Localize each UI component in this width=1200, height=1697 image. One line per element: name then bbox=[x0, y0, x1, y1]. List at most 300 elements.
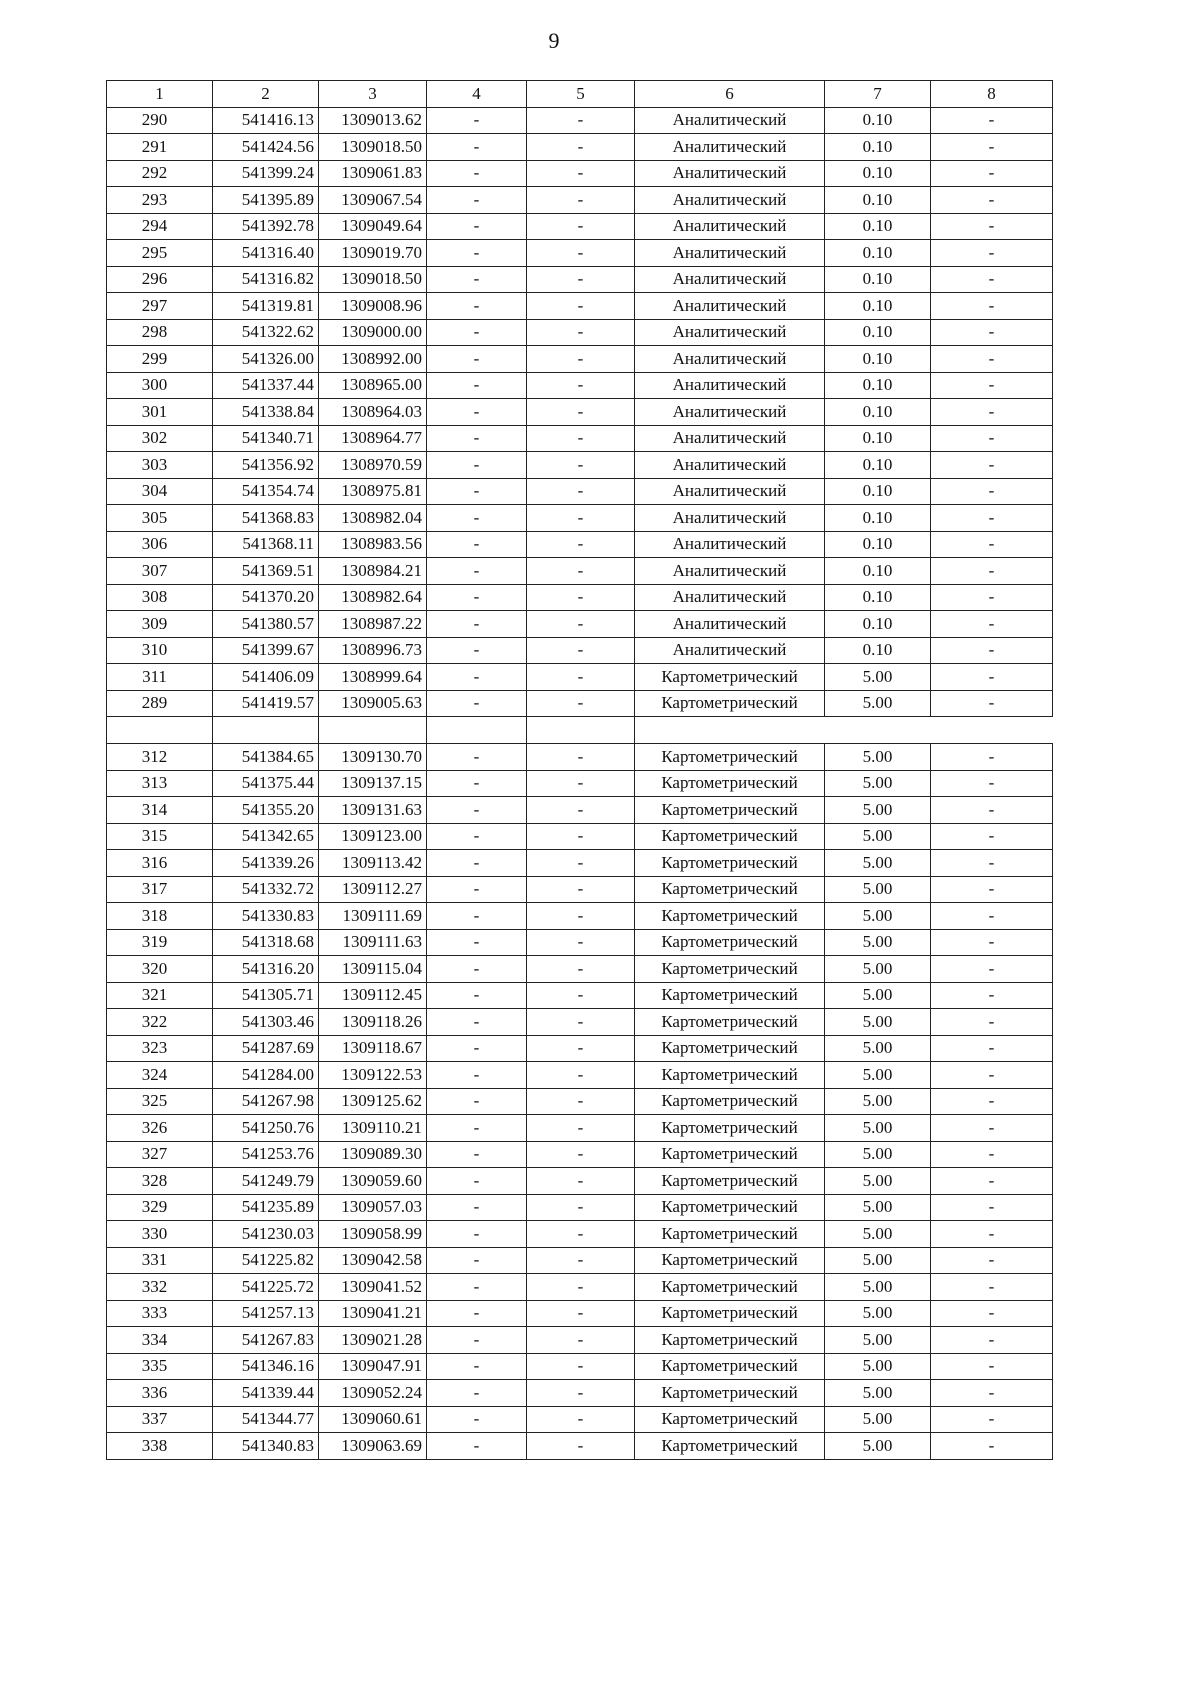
table-row bbox=[107, 1221, 1053, 1248]
col8-cell: - bbox=[931, 584, 1053, 611]
table-row bbox=[107, 956, 1053, 983]
accuracy-cell: 5.00 bbox=[825, 1247, 931, 1274]
col5-cell: - bbox=[527, 425, 635, 452]
method-cell: Картометрический bbox=[635, 956, 825, 983]
col4-cell: - bbox=[427, 1194, 527, 1221]
col8-cell: - bbox=[931, 1009, 1053, 1036]
y-coordinate-cell: 1309130.70 bbox=[319, 744, 427, 771]
col5-cell: - bbox=[527, 1088, 635, 1115]
point-number-cell: 330 bbox=[107, 1221, 213, 1248]
y-coordinate-cell: 1309067.54 bbox=[319, 187, 427, 214]
col4-cell: - bbox=[427, 293, 527, 320]
method-cell: Аналитический bbox=[635, 266, 825, 293]
y-coordinate-cell: 1309137.15 bbox=[319, 770, 427, 797]
empty-cell bbox=[319, 717, 427, 744]
table-row bbox=[107, 213, 1053, 240]
y-coordinate-cell: 1309125.62 bbox=[319, 1088, 427, 1115]
x-coordinate-cell: 541318.68 bbox=[213, 929, 319, 956]
method-cell: Картометрический bbox=[635, 1300, 825, 1327]
col4-cell: - bbox=[427, 213, 527, 240]
accuracy-cell: 0.10 bbox=[825, 293, 931, 320]
point-number-cell: 309 bbox=[107, 611, 213, 638]
x-coordinate-cell: 541354.74 bbox=[213, 478, 319, 505]
method-cell: Картометрический bbox=[635, 797, 825, 824]
accuracy-cell: 0.10 bbox=[825, 611, 931, 638]
point-number-cell: 294 bbox=[107, 213, 213, 240]
table-row bbox=[107, 399, 1053, 426]
method-cell: Аналитический bbox=[635, 611, 825, 638]
col8-cell: - bbox=[931, 770, 1053, 797]
x-coordinate-cell: 541368.83 bbox=[213, 505, 319, 532]
x-coordinate-cell: 541337.44 bbox=[213, 372, 319, 399]
accuracy-cell: 5.00 bbox=[825, 956, 931, 983]
y-coordinate-cell: 1309118.67 bbox=[319, 1035, 427, 1062]
table-body bbox=[107, 81, 1053, 1460]
method-cell: Аналитический bbox=[635, 134, 825, 161]
col5-cell: - bbox=[527, 372, 635, 399]
point-number-cell: 300 bbox=[107, 372, 213, 399]
method-cell: Картометрический bbox=[635, 823, 825, 850]
col4-cell: - bbox=[427, 903, 527, 930]
x-coordinate-cell: 541322.62 bbox=[213, 319, 319, 346]
table-row bbox=[107, 293, 1053, 320]
x-coordinate-cell: 541424.56 bbox=[213, 134, 319, 161]
col8-cell: - bbox=[931, 531, 1053, 558]
col5-cell: - bbox=[527, 637, 635, 664]
col4-cell: - bbox=[427, 1327, 527, 1354]
y-coordinate-cell: 1308987.22 bbox=[319, 611, 427, 638]
col8-cell: - bbox=[931, 637, 1053, 664]
table-row bbox=[107, 876, 1053, 903]
x-coordinate-cell: 541305.71 bbox=[213, 982, 319, 1009]
point-number-cell: 313 bbox=[107, 770, 213, 797]
table-row bbox=[107, 1247, 1053, 1274]
point-number-cell: 338 bbox=[107, 1433, 213, 1460]
col5-cell: - bbox=[527, 770, 635, 797]
y-coordinate-cell: 1308965.00 bbox=[319, 372, 427, 399]
accuracy-cell: 0.10 bbox=[825, 637, 931, 664]
empty-cell bbox=[635, 717, 1053, 744]
accuracy-cell: 5.00 bbox=[825, 1115, 931, 1142]
page-number: 9 bbox=[548, 28, 560, 53]
col5-cell: - bbox=[527, 823, 635, 850]
y-coordinate-cell: 1308992.00 bbox=[319, 346, 427, 373]
table-row bbox=[107, 1115, 1053, 1142]
table-row bbox=[107, 266, 1053, 293]
accuracy-cell: 5.00 bbox=[825, 1353, 931, 1380]
table-row bbox=[107, 1433, 1053, 1460]
table-row bbox=[107, 770, 1053, 797]
x-coordinate-cell: 541330.83 bbox=[213, 903, 319, 930]
y-coordinate-cell: 1309000.00 bbox=[319, 319, 427, 346]
empty-cell bbox=[107, 717, 213, 744]
accuracy-cell: 0.10 bbox=[825, 319, 931, 346]
x-coordinate-cell: 541249.79 bbox=[213, 1168, 319, 1195]
point-number-cell: 319 bbox=[107, 929, 213, 956]
y-coordinate-cell: 1308964.77 bbox=[319, 425, 427, 452]
col8-cell: - bbox=[931, 1194, 1053, 1221]
col5-cell: - bbox=[527, 107, 635, 134]
table-row bbox=[107, 690, 1053, 717]
method-cell: Картометрический bbox=[635, 850, 825, 877]
col5-cell: - bbox=[527, 744, 635, 771]
y-coordinate-cell: 1309113.42 bbox=[319, 850, 427, 877]
point-number-cell: 325 bbox=[107, 1088, 213, 1115]
col4-cell: - bbox=[427, 929, 527, 956]
col4-cell: - bbox=[427, 1300, 527, 1327]
point-number-cell: 318 bbox=[107, 903, 213, 930]
col8-cell: - bbox=[931, 956, 1053, 983]
accuracy-cell: 0.10 bbox=[825, 584, 931, 611]
x-coordinate-cell: 541340.71 bbox=[213, 425, 319, 452]
col4-cell: - bbox=[427, 399, 527, 426]
col8-cell: - bbox=[931, 1274, 1053, 1301]
col4-cell: - bbox=[427, 160, 527, 187]
point-number-cell: 292 bbox=[107, 160, 213, 187]
col5-cell: - bbox=[527, 452, 635, 479]
x-coordinate-cell: 541253.76 bbox=[213, 1141, 319, 1168]
col8-cell: - bbox=[931, 823, 1053, 850]
x-coordinate-cell: 541340.83 bbox=[213, 1433, 319, 1460]
col5-cell: - bbox=[527, 929, 635, 956]
x-coordinate-cell: 541369.51 bbox=[213, 558, 319, 585]
x-coordinate-cell: 541326.00 bbox=[213, 346, 319, 373]
accuracy-cell: 5.00 bbox=[825, 982, 931, 1009]
empty-cell bbox=[427, 717, 527, 744]
col8-cell: - bbox=[931, 903, 1053, 930]
col4-cell: - bbox=[427, 1433, 527, 1460]
y-coordinate-cell: 1309063.69 bbox=[319, 1433, 427, 1460]
table-row bbox=[107, 1353, 1053, 1380]
y-coordinate-cell: 1309058.99 bbox=[319, 1221, 427, 1248]
col4-cell: - bbox=[427, 690, 527, 717]
header-cell: 8 bbox=[931, 81, 1053, 108]
method-cell: Картометрический bbox=[635, 1327, 825, 1354]
col4-cell: - bbox=[427, 956, 527, 983]
col5-cell: - bbox=[527, 1168, 635, 1195]
y-coordinate-cell: 1309018.50 bbox=[319, 266, 427, 293]
col8-cell: - bbox=[931, 929, 1053, 956]
table-row bbox=[107, 346, 1053, 373]
col5-cell: - bbox=[527, 1141, 635, 1168]
table-row bbox=[107, 797, 1053, 824]
accuracy-cell: 5.00 bbox=[825, 1433, 931, 1460]
table-row bbox=[107, 611, 1053, 638]
point-number-cell: 312 bbox=[107, 744, 213, 771]
col5-cell: - bbox=[527, 1327, 635, 1354]
col8-cell: - bbox=[931, 293, 1053, 320]
method-cell: Аналитический bbox=[635, 240, 825, 267]
accuracy-cell: 0.10 bbox=[825, 187, 931, 214]
y-coordinate-cell: 1309052.24 bbox=[319, 1380, 427, 1407]
accuracy-cell: 0.10 bbox=[825, 372, 931, 399]
col4-cell: - bbox=[427, 1274, 527, 1301]
accuracy-cell: 5.00 bbox=[825, 850, 931, 877]
col5-cell: - bbox=[527, 797, 635, 824]
accuracy-cell: 5.00 bbox=[825, 1088, 931, 1115]
table-row bbox=[107, 903, 1053, 930]
table-row bbox=[107, 425, 1053, 452]
point-number-cell: 290 bbox=[107, 107, 213, 134]
col4-cell: - bbox=[427, 1141, 527, 1168]
x-coordinate-cell: 541225.72 bbox=[213, 1274, 319, 1301]
accuracy-cell: 0.10 bbox=[825, 558, 931, 585]
col4-cell: - bbox=[427, 823, 527, 850]
header-cell: 6 bbox=[635, 81, 825, 108]
table-row bbox=[107, 1274, 1053, 1301]
accuracy-cell: 0.10 bbox=[825, 346, 931, 373]
table-row bbox=[107, 1062, 1053, 1089]
x-coordinate-cell: 541339.44 bbox=[213, 1380, 319, 1407]
col4-cell: - bbox=[427, 611, 527, 638]
x-coordinate-cell: 541342.65 bbox=[213, 823, 319, 850]
y-coordinate-cell: 1309042.58 bbox=[319, 1247, 427, 1274]
point-number-cell: 337 bbox=[107, 1406, 213, 1433]
table-row bbox=[107, 107, 1053, 134]
method-cell: Картометрический bbox=[635, 903, 825, 930]
table-row bbox=[107, 1088, 1053, 1115]
x-coordinate-cell: 541284.00 bbox=[213, 1062, 319, 1089]
y-coordinate-cell: 1308970.59 bbox=[319, 452, 427, 479]
point-number-cell: 310 bbox=[107, 637, 213, 664]
method-cell: Картометрический bbox=[635, 1221, 825, 1248]
col5-cell: - bbox=[527, 956, 635, 983]
point-number-cell: 306 bbox=[107, 531, 213, 558]
table-row bbox=[107, 823, 1053, 850]
col5-cell: - bbox=[527, 1274, 635, 1301]
col4-cell: - bbox=[427, 876, 527, 903]
col5-cell: - bbox=[527, 903, 635, 930]
x-coordinate-cell: 541267.98 bbox=[213, 1088, 319, 1115]
accuracy-cell: 5.00 bbox=[825, 664, 931, 691]
point-number-cell: 298 bbox=[107, 319, 213, 346]
x-coordinate-cell: 541406.09 bbox=[213, 664, 319, 691]
y-coordinate-cell: 1309131.63 bbox=[319, 797, 427, 824]
accuracy-cell: 5.00 bbox=[825, 1380, 931, 1407]
col4-cell: - bbox=[427, 558, 527, 585]
col5-cell: - bbox=[527, 346, 635, 373]
point-number-cell: 327 bbox=[107, 1141, 213, 1168]
col8-cell: - bbox=[931, 452, 1053, 479]
table-row bbox=[107, 319, 1053, 346]
col4-cell: - bbox=[427, 372, 527, 399]
method-cell: Картометрический bbox=[635, 744, 825, 771]
accuracy-cell: 0.10 bbox=[825, 452, 931, 479]
y-coordinate-cell: 1308975.81 bbox=[319, 478, 427, 505]
accuracy-cell: 0.10 bbox=[825, 425, 931, 452]
y-coordinate-cell: 1309111.63 bbox=[319, 929, 427, 956]
col8-cell: - bbox=[931, 611, 1053, 638]
col8-cell: - bbox=[931, 1035, 1053, 1062]
method-cell: Аналитический bbox=[635, 531, 825, 558]
y-coordinate-cell: 1308984.21 bbox=[319, 558, 427, 585]
point-number-cell: 321 bbox=[107, 982, 213, 1009]
col5-cell: - bbox=[527, 478, 635, 505]
header-cell: 1 bbox=[107, 81, 213, 108]
point-number-cell: 323 bbox=[107, 1035, 213, 1062]
separator-row bbox=[107, 717, 1053, 744]
table-row bbox=[107, 531, 1053, 558]
col8-cell: - bbox=[931, 1062, 1053, 1089]
col4-cell: - bbox=[427, 1035, 527, 1062]
y-coordinate-cell: 1309047.91 bbox=[319, 1353, 427, 1380]
point-number-cell: 296 bbox=[107, 266, 213, 293]
method-cell: Картометрический bbox=[635, 1035, 825, 1062]
method-cell: Картометрический bbox=[635, 1115, 825, 1142]
method-cell: Картометрический bbox=[635, 1088, 825, 1115]
y-coordinate-cell: 1309122.53 bbox=[319, 1062, 427, 1089]
accuracy-cell: 5.00 bbox=[825, 797, 931, 824]
x-coordinate-cell: 541338.84 bbox=[213, 399, 319, 426]
col4-cell: - bbox=[427, 1247, 527, 1274]
col5-cell: - bbox=[527, 319, 635, 346]
col4-cell: - bbox=[427, 744, 527, 771]
col8-cell: - bbox=[931, 505, 1053, 532]
method-cell: Картометрический bbox=[635, 664, 825, 691]
accuracy-cell: 5.00 bbox=[825, 690, 931, 717]
col4-cell: - bbox=[427, 1221, 527, 1248]
col5-cell: - bbox=[527, 1115, 635, 1142]
col8-cell: - bbox=[931, 213, 1053, 240]
point-number-cell: 333 bbox=[107, 1300, 213, 1327]
point-number-cell: 328 bbox=[107, 1168, 213, 1195]
method-cell: Картометрический bbox=[635, 1380, 825, 1407]
col8-cell: - bbox=[931, 266, 1053, 293]
point-number-cell: 301 bbox=[107, 399, 213, 426]
table-row bbox=[107, 558, 1053, 585]
method-cell: Аналитический bbox=[635, 319, 825, 346]
accuracy-cell: 0.10 bbox=[825, 478, 931, 505]
method-cell: Аналитический bbox=[635, 637, 825, 664]
table-row bbox=[107, 1009, 1053, 1036]
method-cell: Аналитический bbox=[635, 584, 825, 611]
table-row bbox=[107, 982, 1053, 1009]
method-cell: Картометрический bbox=[635, 1141, 825, 1168]
col8-cell: - bbox=[931, 134, 1053, 161]
col5-cell: - bbox=[527, 982, 635, 1009]
col5-cell: - bbox=[527, 293, 635, 320]
accuracy-cell: 0.10 bbox=[825, 160, 931, 187]
col8-cell: - bbox=[931, 425, 1053, 452]
method-cell: Картометрический bbox=[635, 929, 825, 956]
x-coordinate-cell: 541346.16 bbox=[213, 1353, 319, 1380]
empty-cell bbox=[527, 717, 635, 744]
x-coordinate-cell: 541319.81 bbox=[213, 293, 319, 320]
col4-cell: - bbox=[427, 850, 527, 877]
point-number-cell: 311 bbox=[107, 664, 213, 691]
col8-cell: - bbox=[931, 1327, 1053, 1354]
col8-cell: - bbox=[931, 240, 1053, 267]
col5-cell: - bbox=[527, 1221, 635, 1248]
y-coordinate-cell: 1309123.00 bbox=[319, 823, 427, 850]
y-coordinate-cell: 1309041.52 bbox=[319, 1274, 427, 1301]
table-row bbox=[107, 1194, 1053, 1221]
y-coordinate-cell: 1308999.64 bbox=[319, 664, 427, 691]
accuracy-cell: 5.00 bbox=[825, 1168, 931, 1195]
col8-cell: - bbox=[931, 1300, 1053, 1327]
col4-cell: - bbox=[427, 266, 527, 293]
accuracy-cell: 5.00 bbox=[825, 1194, 931, 1221]
y-coordinate-cell: 1309005.63 bbox=[319, 690, 427, 717]
accuracy-cell: 0.10 bbox=[825, 134, 931, 161]
col5-cell: - bbox=[527, 134, 635, 161]
accuracy-cell: 0.10 bbox=[825, 399, 931, 426]
table-row bbox=[107, 134, 1053, 161]
y-coordinate-cell: 1308982.64 bbox=[319, 584, 427, 611]
point-number-cell: 322 bbox=[107, 1009, 213, 1036]
x-coordinate-cell: 541370.20 bbox=[213, 584, 319, 611]
x-coordinate-cell: 541380.57 bbox=[213, 611, 319, 638]
col8-cell: - bbox=[931, 797, 1053, 824]
col5-cell: - bbox=[527, 187, 635, 214]
col4-cell: - bbox=[427, 982, 527, 1009]
x-coordinate-cell: 541356.92 bbox=[213, 452, 319, 479]
x-coordinate-cell: 541250.76 bbox=[213, 1115, 319, 1142]
point-number-cell: 336 bbox=[107, 1380, 213, 1407]
point-number-cell: 324 bbox=[107, 1062, 213, 1089]
col4-cell: - bbox=[427, 1062, 527, 1089]
table-row bbox=[107, 1300, 1053, 1327]
col4-cell: - bbox=[427, 319, 527, 346]
y-coordinate-cell: 1309008.96 bbox=[319, 293, 427, 320]
table-row bbox=[107, 1327, 1053, 1354]
y-coordinate-cell: 1309112.27 bbox=[319, 876, 427, 903]
method-cell: Аналитический bbox=[635, 372, 825, 399]
y-coordinate-cell: 1309060.61 bbox=[319, 1406, 427, 1433]
table-row bbox=[107, 744, 1053, 771]
accuracy-cell: 5.00 bbox=[825, 1274, 931, 1301]
col5-cell: - bbox=[527, 399, 635, 426]
point-number-cell: 291 bbox=[107, 134, 213, 161]
method-cell: Аналитический bbox=[635, 399, 825, 426]
point-number-cell: 317 bbox=[107, 876, 213, 903]
accuracy-cell: 5.00 bbox=[825, 770, 931, 797]
accuracy-cell: 5.00 bbox=[825, 1009, 931, 1036]
col8-cell: - bbox=[931, 1221, 1053, 1248]
method-cell: Картометрический bbox=[635, 876, 825, 903]
x-coordinate-cell: 541332.72 bbox=[213, 876, 319, 903]
method-cell: Картометрический bbox=[635, 770, 825, 797]
point-number-cell: 295 bbox=[107, 240, 213, 267]
table-row bbox=[107, 372, 1053, 399]
header-cell: 5 bbox=[527, 81, 635, 108]
x-coordinate-cell: 541316.82 bbox=[213, 266, 319, 293]
point-number-cell: 307 bbox=[107, 558, 213, 585]
method-cell: Картометрический bbox=[635, 1194, 825, 1221]
method-cell: Аналитический bbox=[635, 478, 825, 505]
col5-cell: - bbox=[527, 505, 635, 532]
y-coordinate-cell: 1309061.83 bbox=[319, 160, 427, 187]
method-cell: Аналитический bbox=[635, 558, 825, 585]
y-coordinate-cell: 1309013.62 bbox=[319, 107, 427, 134]
accuracy-cell: 0.10 bbox=[825, 505, 931, 532]
col5-cell: - bbox=[527, 1194, 635, 1221]
x-coordinate-cell: 541416.13 bbox=[213, 107, 319, 134]
y-coordinate-cell: 1309089.30 bbox=[319, 1141, 427, 1168]
point-number-cell: 334 bbox=[107, 1327, 213, 1354]
table-header-row bbox=[107, 81, 1053, 108]
col4-cell: - bbox=[427, 478, 527, 505]
method-cell: Картометрический bbox=[635, 690, 825, 717]
y-coordinate-cell: 1309057.03 bbox=[319, 1194, 427, 1221]
col8-cell: - bbox=[931, 1141, 1053, 1168]
x-coordinate-cell: 541384.65 bbox=[213, 744, 319, 771]
y-coordinate-cell: 1308996.73 bbox=[319, 637, 427, 664]
method-cell: Аналитический bbox=[635, 425, 825, 452]
col4-cell: - bbox=[427, 134, 527, 161]
x-coordinate-cell: 541225.82 bbox=[213, 1247, 319, 1274]
y-coordinate-cell: 1309049.64 bbox=[319, 213, 427, 240]
